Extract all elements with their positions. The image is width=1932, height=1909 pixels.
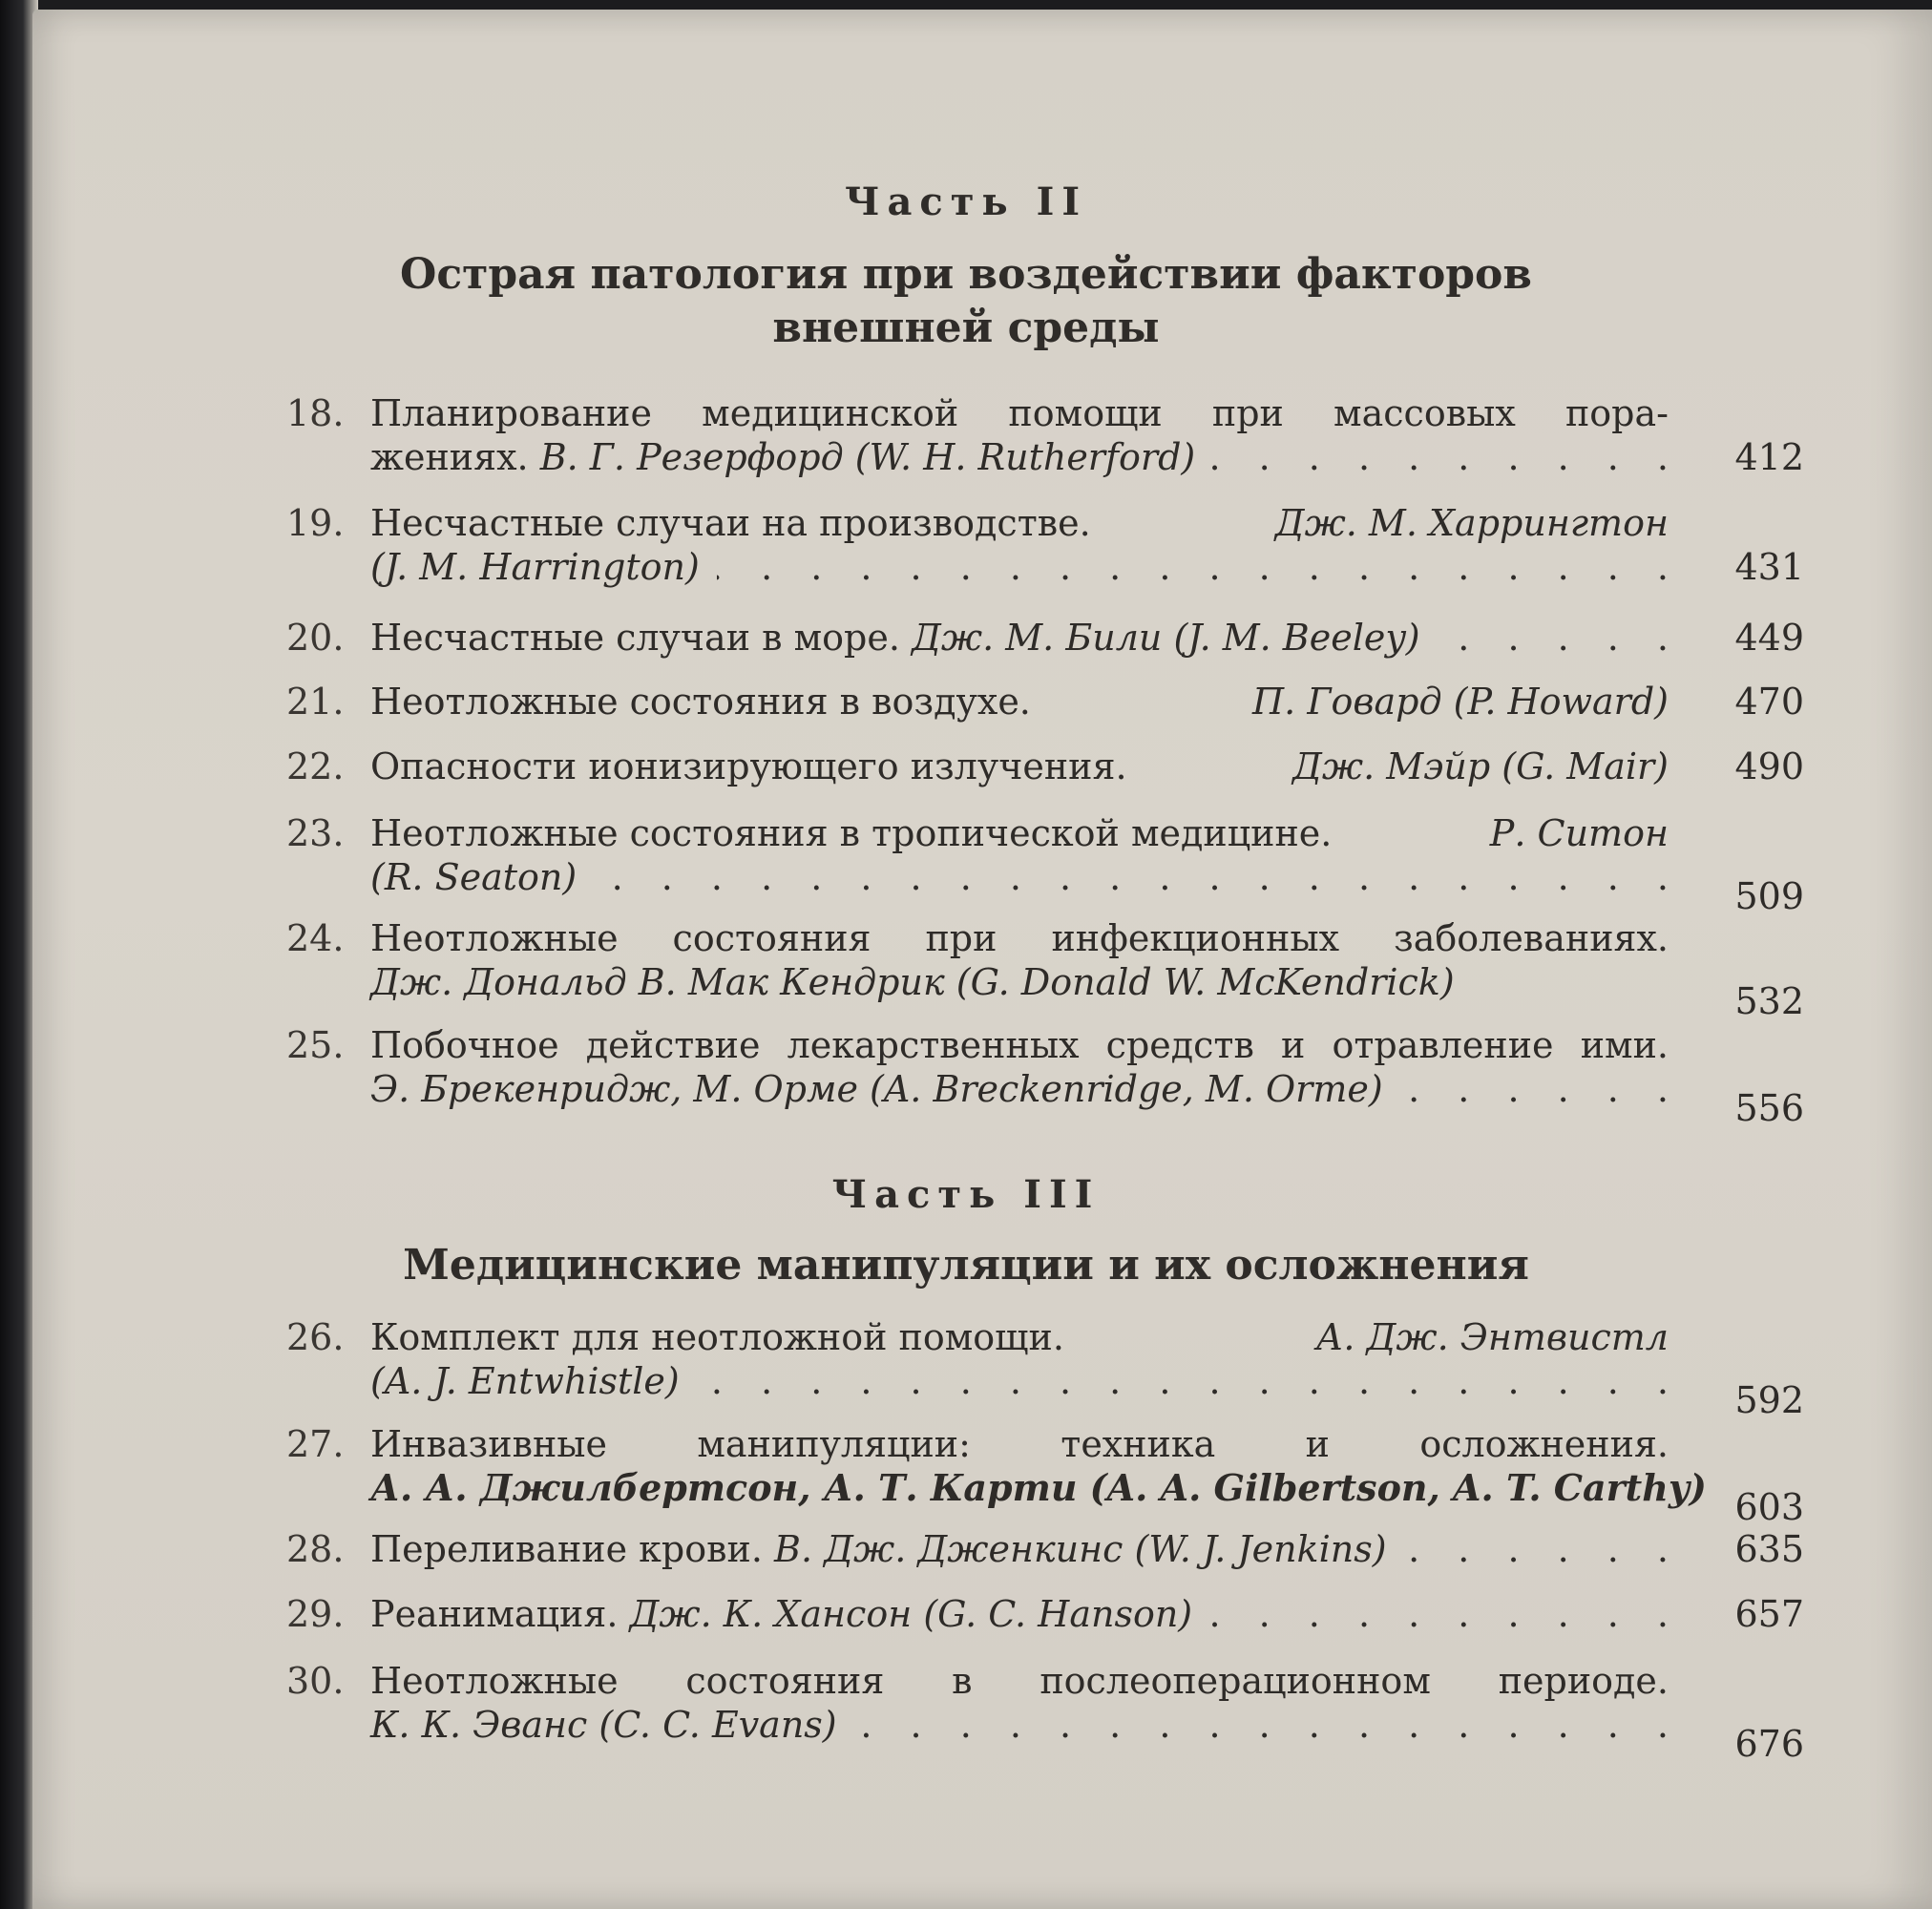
entry-title: Неотложные состояния в тропической медицине. bbox=[370, 812, 1333, 854]
entry-author: А. А. Джилбертсон, А. Т. Карти (A. A. Gilbertson, A. T. Carthy) bbox=[370, 1466, 1707, 1509]
entry-author: П. Говард (P. Howard) bbox=[1252, 681, 1669, 723]
dot-leader bbox=[1438, 616, 1669, 660]
entry-number: 23. bbox=[286, 812, 345, 854]
entry-author-latin: (J. M. Harrington) bbox=[370, 546, 700, 588]
entry-number: 18. bbox=[286, 392, 345, 434]
entry-number: 30. bbox=[286, 1660, 345, 1702]
entry-title: Инвазивные манипуляции: техника и осложнения. bbox=[370, 1423, 1669, 1465]
entry-author: Дж. Мэйр (G. Mair) bbox=[1292, 745, 1669, 787]
entry-title-cont: жениях. bbox=[370, 436, 529, 478]
entry-title: Переливание крови. bbox=[370, 1528, 763, 1570]
entry-number: 20. bbox=[286, 617, 345, 659]
entry-title: Планирование медицинской помощи при массовых пора- bbox=[370, 392, 1669, 434]
entry-author: К. К. Эванс (C. C. Evans) bbox=[370, 1704, 837, 1746]
entry-author: Дж. К. Хансон (G. C. Hanson) bbox=[629, 1593, 1193, 1635]
dot-leader bbox=[697, 1359, 1669, 1403]
entry-page-number: 657 bbox=[1734, 1593, 1804, 1635]
entry-page-number: 532 bbox=[1734, 980, 1804, 1022]
entry-page-number: 431 bbox=[1734, 546, 1804, 588]
entry-author: Дж. М. Харрингтон bbox=[1274, 502, 1669, 544]
entry-number: 21. bbox=[286, 681, 345, 723]
entry-title: Побочное действие лекарственных средств и отравление ими. bbox=[370, 1024, 1669, 1066]
entry-title: Неотложные состояния в послеоперационном периоде. bbox=[370, 1660, 1669, 1702]
part-3-title: Медицинские манипуляции и их осложнения bbox=[403, 1241, 1529, 1290]
entry-number: 29. bbox=[286, 1593, 345, 1635]
part-3-label: Часть III bbox=[831, 1172, 1101, 1217]
entry-number: 24. bbox=[286, 917, 345, 959]
entry-title: Реанимация. bbox=[370, 1593, 619, 1635]
entry-author: Дж. М. Били (J. M. Beeley) bbox=[912, 617, 1420, 659]
entry-author: Р. Ситон bbox=[1489, 812, 1669, 854]
dot-leader bbox=[594, 855, 1669, 899]
entry-author: В. Дж. Дженкинс (W. J. Jenkins) bbox=[774, 1528, 1387, 1570]
entry-author: Дж. Дональд В. Мак Кендрик (G. Donald W. McKendrick) bbox=[370, 961, 1455, 1003]
dot-leader bbox=[1209, 1592, 1669, 1636]
entry-author: Э. Брекенридж, М. Орме (A. Breckenridge, M. Orme) bbox=[370, 1068, 1383, 1110]
entry-number: 27. bbox=[286, 1423, 345, 1465]
entry-number: 28. bbox=[286, 1528, 345, 1570]
entry-page-number: 556 bbox=[1734, 1087, 1804, 1129]
dot-leader bbox=[854, 1703, 1669, 1747]
entry-title: Несчастные случаи на производстве. bbox=[370, 502, 1091, 544]
entry-page-number: 490 bbox=[1734, 745, 1804, 787]
entry-page-number: 509 bbox=[1734, 875, 1804, 917]
entry-page-number: 676 bbox=[1734, 1723, 1804, 1765]
entry-title: Неотложные состояния при инфекционных заболеваниях. bbox=[370, 917, 1669, 959]
entry-title: Несчастные случаи в море. bbox=[370, 617, 900, 659]
entry-author-latin: (A. J. Entwhistle) bbox=[370, 1360, 680, 1402]
entry-title: Неотложные состояния в воздухе. bbox=[370, 681, 1031, 723]
dot-leader bbox=[1404, 1527, 1669, 1571]
entry-author-latin: (R. Seaton) bbox=[370, 856, 578, 898]
part-2-title-line1: Острая патология при воздействии факторов bbox=[400, 250, 1532, 299]
entry-author: В. Г. Резерфорд (W. H. Rutherford) bbox=[539, 436, 1196, 478]
entry-number: 25. bbox=[286, 1024, 345, 1066]
part-2-title-line2: внешней среды bbox=[772, 304, 1160, 352]
entry-number: 22. bbox=[286, 745, 345, 787]
part-2-label: Часть II bbox=[844, 179, 1088, 224]
dot-leader bbox=[1212, 435, 1669, 479]
entry-number: 26. bbox=[286, 1316, 345, 1358]
entry-page-number: 449 bbox=[1734, 617, 1804, 659]
entry-page-number: 470 bbox=[1734, 681, 1804, 723]
dot-leader bbox=[717, 545, 1669, 589]
entry-title: Опасности ионизирующего излучения. bbox=[370, 745, 1127, 787]
entry-number: 19. bbox=[286, 502, 345, 544]
dot-leader bbox=[1400, 1067, 1669, 1111]
entry-page-number: 592 bbox=[1734, 1379, 1804, 1421]
entry-page-number: 603 bbox=[1734, 1486, 1804, 1528]
entry-title: Комплект для неотложной помощи. bbox=[370, 1316, 1064, 1358]
entry-author: А. Дж. Энтвистл bbox=[1315, 1316, 1669, 1358]
entry-page-number: 635 bbox=[1734, 1528, 1804, 1570]
entry-page-number: 412 bbox=[1734, 436, 1804, 478]
